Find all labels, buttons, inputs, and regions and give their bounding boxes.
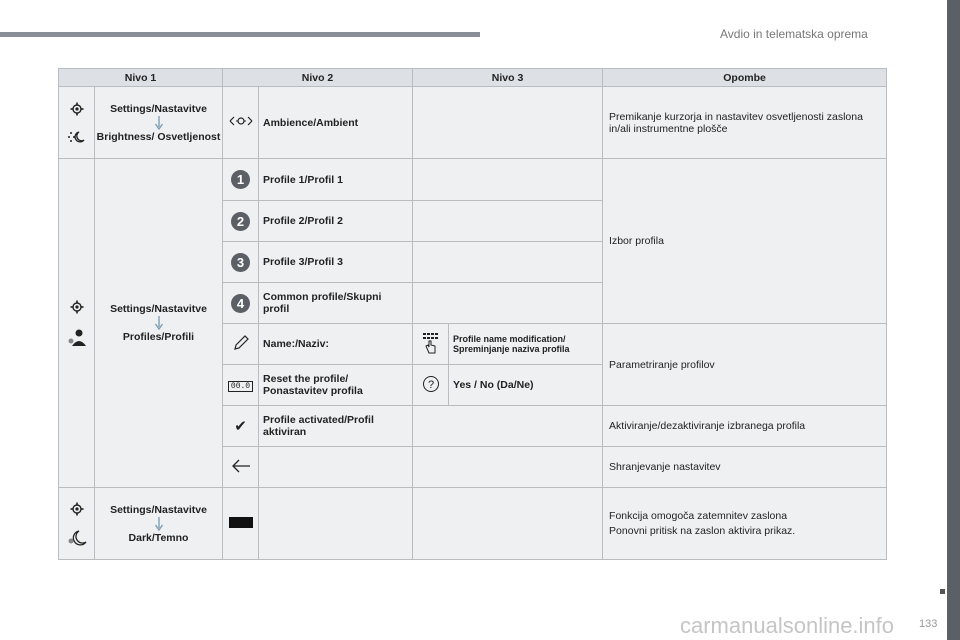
profile-2-badge: 2 [231,212,250,231]
gear-icon [70,102,84,116]
ambience-icon-cell [223,87,259,159]
header-nivo-2: Nivo 2 [223,69,413,87]
check-icon-cell [223,406,259,447]
reset-label: Reset the profile/ Ponastavitev profila [259,365,413,406]
profile-3-badge: 3 [231,253,250,272]
profile-1-badge-cell [223,159,259,201]
table-row [59,87,887,159]
empty-cell [413,488,603,560]
level1-top-label: Settings/Nastavitve [110,303,207,315]
note-dark-line1: Fonkcija omogoča zatemnitev zaslona [609,510,788,522]
empty-cell [413,159,603,201]
ambience-label: Ambience/Ambient [259,87,413,159]
profile-activated-label: Profile activated/Profil aktiviran [259,406,413,447]
note-save: Shranjevanje nastavitev [603,447,887,488]
page-section-title: Avdio in telematska oprema [720,27,868,41]
profile-3-badge-cell [223,242,259,283]
profile-name-mod-label: Profile name modification/ Spreminjanje naziva profila [449,324,603,365]
profile-2-badge-cell [223,201,259,242]
level1-icons [59,159,95,488]
level1-top-label: Settings/Nastavitve [110,102,207,115]
check-icon: ✔ [234,418,247,435]
yes-no-label: Yes / No (Da/Ne) [449,365,603,406]
table-row [59,488,887,560]
level1-cell [95,87,223,159]
keyboard-touch-icon [422,332,440,354]
moon-icon [67,530,87,546]
empty-cell [413,406,603,447]
level1-cell [95,488,223,560]
gear-icon [70,300,84,314]
dark-screen-icon-cell [223,488,259,560]
back-arrow-icon [231,458,251,474]
reset-icon-cell [223,365,259,406]
header-nivo-3: Nivo 3 [413,69,603,87]
brightness-icon [67,130,87,144]
profile-3-label: Profile 3/Profil 3 [259,242,413,283]
reset-counter-icon: 00.0 [228,381,253,392]
ambience-icon [229,115,253,127]
empty-cell [259,447,413,488]
note-profile-params: Parametriranje profilov [603,324,887,406]
profile-2-label: Profile 2/Profil 2 [259,201,413,242]
empty-cell [259,488,413,560]
level1-cell [95,159,223,488]
name-label: Name:/Naziv: [259,324,413,365]
watermark: carmanualsonline.info [680,613,895,638]
question-icon [422,375,440,393]
empty-cell [413,242,603,283]
empty-cell [413,283,603,324]
level1-bottom-label: Dark/Temno [128,531,189,544]
black-screen-icon [229,517,253,528]
empty-cell [413,87,603,159]
header-bar [0,32,480,37]
level1-icons [59,87,95,159]
note-dark-line2: Ponovni pritisk na zaslon aktivira prikaz. [609,525,796,537]
pencil-icon [233,335,249,351]
note-activate: Aktiviranje/dezaktiviranje izbranega profila [603,406,887,447]
back-arrow-icon-cell [223,447,259,488]
note-dark [603,488,887,560]
footer-dot [940,589,945,594]
keyboard-icon-cell [413,324,449,365]
question-icon-cell [413,365,449,406]
arrow-down-icon [154,316,164,330]
pencil-icon-cell [223,324,259,365]
arrow-down-icon [154,116,164,130]
level1-bottom-label: Brightness/ Osvetljenost [96,130,221,143]
level1-icons [59,488,95,560]
empty-cell [413,447,603,488]
note-brightness: Premikanje kurzorja in nastavitev osvetljenosti zaslona in/ali instrumentne plošče [603,87,887,159]
gear-icon [70,502,84,516]
svg-text:?: ? [427,378,434,391]
header-opombe: Opombe [603,69,887,87]
profile-1-badge: 1 [231,170,250,189]
profile-common-label: Common profile/Skupni profil [259,283,413,324]
arrow-down-icon [154,517,164,531]
table-row [59,159,887,201]
note-profile-select: Izbor profila [603,159,887,324]
page-number: 133 [919,618,938,630]
profile-1-label: Profile 1/Profil 1 [259,159,413,201]
level1-bottom-label: Profiles/Profili [122,331,195,343]
table-header-row [59,69,887,87]
header-nivo-1: Nivo 1 [59,69,223,87]
profile-4-badge: 4 [231,294,250,313]
profile-4-badge-cell [223,283,259,324]
empty-cell [413,201,603,242]
settings-table [58,68,887,560]
side-strip [947,0,960,640]
level1-top-label: Settings/Nastavitve [110,503,207,516]
user-profile-icon [67,328,87,346]
